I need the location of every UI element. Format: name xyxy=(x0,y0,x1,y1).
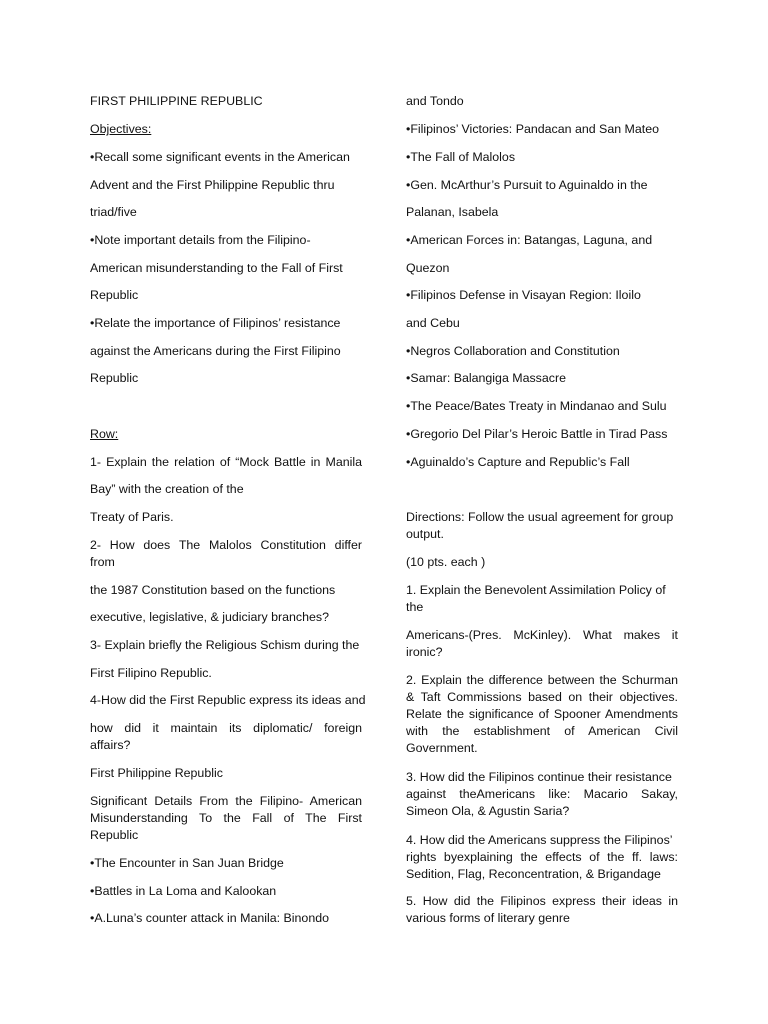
bullet-item: •Gregorio Del Pilar’s Heroic Battle in Tirad Pass xyxy=(406,427,668,441)
question-line: from xyxy=(90,555,115,569)
objective-line: •Relate the importance of Filipinos’ resistance xyxy=(90,316,341,330)
bullet-item: •Aguinaldo’s Capture and Republic’s Fall xyxy=(406,455,630,469)
objective-line: •Recall some significant events in the American xyxy=(90,150,350,164)
bullet-item: •American Forces in: Batangas, Laguna, and xyxy=(406,233,653,247)
question-line: 4. How did the Americans suppress the Filipinos’ xyxy=(406,833,673,847)
bullet-item: •The Peace/Bates Treaty in Mindanao and Sulu xyxy=(406,399,667,413)
bullet-item: Palanan, Isabela xyxy=(406,205,499,219)
question-line: executive, legislative, & judiciary branches? xyxy=(90,610,329,624)
bullet-item: •Filipinos’ Victories: Pandacan and San Mateo xyxy=(406,122,659,136)
question-line: First Filipino Republic. xyxy=(90,666,212,680)
section-subtitle: First Philippine Republic xyxy=(90,766,223,780)
question-line: various forms of literary genre xyxy=(406,911,570,925)
question-line: & Taft Commissions based on their objectives. xyxy=(406,690,678,704)
question-line: 3- Explain briefly the Religious Schism during the xyxy=(90,638,360,652)
question-line: 2- How does The Malolos Constitution differ xyxy=(90,538,362,552)
details-line: Republic xyxy=(90,828,139,842)
objective-line: Republic xyxy=(90,371,139,385)
question-line: 4-How did the First Republic express its ideas and xyxy=(90,693,366,707)
directions-line: Directions: Follow the usual agreement for group xyxy=(406,510,674,524)
question-line: Simeon Ola, & Agustin Saria? xyxy=(406,804,570,818)
row-heading: Row: xyxy=(90,427,119,441)
question-line: Government. xyxy=(406,741,478,755)
bullet-item: •The Fall of Malolos xyxy=(406,150,516,164)
document-title: FIRST PHILIPPINE REPUBLIC xyxy=(90,94,263,108)
bullet-item: •Filipinos Defense in Visayan Region: Iloilo xyxy=(406,288,641,302)
question-line: Bay” with the creation of the xyxy=(90,482,244,496)
details-line: Misunderstanding To the Fall of The First xyxy=(90,811,362,825)
bullet-item: •The Encounter in San Juan Bridge xyxy=(90,856,284,870)
question-line: 3. How did the Filipinos continue their resistance xyxy=(406,770,672,784)
question-line: 1. Explain the Benevolent Assimilation Policy of xyxy=(406,583,666,597)
question-line: the 1987 Constitution based on the functions xyxy=(90,583,336,597)
bullet-item: and Tondo xyxy=(406,94,464,108)
question-line: Sedition, Flag, Reconcentration, & Brigandage xyxy=(406,867,661,881)
question-line: affairs? xyxy=(90,738,131,752)
bullet-item: •Gen. McArthur’s Pursuit to Aguinaldo in the xyxy=(406,178,648,192)
bullet-item: Quezon xyxy=(406,261,450,275)
objective-line: Republic xyxy=(90,288,139,302)
question-line: ironic? xyxy=(406,645,443,659)
objectives-heading: Objectives: xyxy=(90,122,152,136)
question-line: 5. How did the Filipinos express their ideas in xyxy=(406,894,678,908)
question-line: Relate the significance of Spooner Amendments xyxy=(406,707,678,721)
bullet-item: •Negros Collaboration and Constitution xyxy=(406,344,620,358)
bullet-item: and Cebu xyxy=(406,316,460,330)
question-line: how did it maintain its diplomatic/ foreign xyxy=(90,721,362,735)
bullet-item: •Samar: Balangiga Massacre xyxy=(406,371,566,385)
question-line: 2. Explain the difference between the Schurman xyxy=(406,673,678,687)
question-line: Treaty of Paris. xyxy=(90,510,174,524)
question-line: against theAmericans like: Macario Sakay, xyxy=(406,787,678,801)
objective-line: American misunderstanding to the Fall of First xyxy=(90,261,343,275)
bullet-item: •Battles in La Loma and Kalookan xyxy=(90,884,277,898)
bullet-item: •A.Luna’s counter attack in Manila: Binondo xyxy=(90,911,329,925)
objective-line: against the Americans during the First Filipino xyxy=(90,344,341,358)
question-line: rights byexplaining the effects of the ff. laws: xyxy=(406,850,678,864)
points-note: (10 pts. each ) xyxy=(406,555,486,569)
objective-line: •Note important details from the Filipino- xyxy=(90,233,311,247)
question-line: Americans-(Pres. McKinley). What makes it xyxy=(406,628,678,642)
question-line: 1- Explain the relation of “Mock Battle in Manila xyxy=(90,455,362,469)
question-line: the xyxy=(406,600,424,614)
objective-line: Advent and the First Philippine Republic thru xyxy=(90,178,335,192)
directions-line: output. xyxy=(406,527,444,541)
details-line: Significant Details From the Filipino- American xyxy=(90,794,362,808)
question-line: with the establishment of American Civil xyxy=(406,724,678,738)
objective-line: triad/five xyxy=(90,205,137,219)
